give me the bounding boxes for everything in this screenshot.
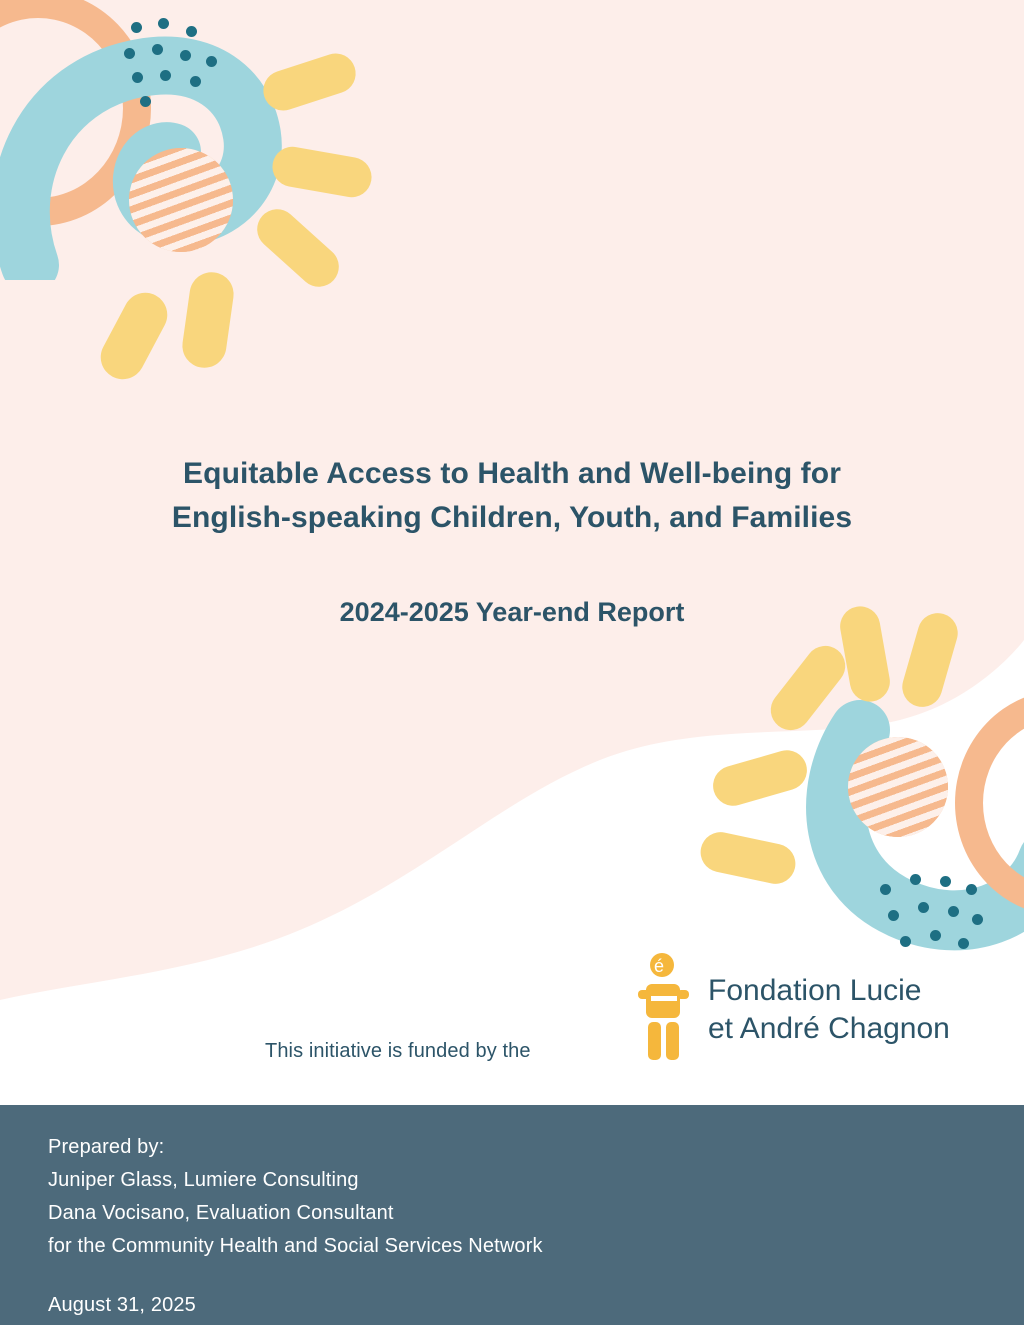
author-2: Dana Vocisano, Evaluation Consultant [48, 1202, 394, 1224]
logo-line-1: Fondation Lucie [708, 974, 922, 1007]
striped-circle-shape [848, 737, 948, 837]
dot-shape [940, 876, 951, 887]
dot-shape [124, 48, 135, 59]
striped-circle-shape [129, 148, 233, 252]
logo-line-2: et André Chagnon [708, 1011, 950, 1045]
dot-shape [900, 936, 911, 947]
page-subtitle: 2024-2025 Year-end Report [339, 597, 685, 627]
logo-wordmark [708, 972, 950, 1047]
dot-shape [958, 938, 969, 949]
footer-credits [0, 1105, 1024, 1322]
dot-shape [160, 70, 171, 81]
dot-shape [910, 874, 921, 885]
dot-shape [966, 884, 977, 895]
report-date: August 31, 2025 [48, 1294, 196, 1316]
funder-logo [630, 952, 975, 1072]
dot-shape [158, 18, 169, 29]
title-line-2: English-speaking Children, Youth, and Families [171, 500, 853, 534]
organization: for the Community Health and Social Services Network [48, 1235, 543, 1257]
dot-shape [206, 56, 217, 67]
dot-shape [152, 44, 163, 55]
dot-shape [190, 76, 201, 87]
author-1: Juniper Glass, Lumiere Consulting [48, 1169, 359, 1191]
title-line-1: Equitable Access to Health and Well-being for [183, 457, 841, 490]
footer-bar [0, 1105, 1024, 1325]
dot-shape [918, 902, 929, 913]
dot-shape [131, 22, 142, 33]
dot-shape [972, 914, 983, 925]
funder-note: This initiative is funded by the [265, 1040, 531, 1062]
logo-mark-letter: é [654, 956, 665, 976]
chagnon-figure-icon [630, 952, 700, 1067]
dot-shape [132, 72, 143, 83]
dot-shape [180, 50, 191, 61]
page-title [112, 452, 912, 539]
title-block [0, 452, 1024, 628]
dot-shape [880, 884, 891, 895]
dot-shape [930, 930, 941, 941]
dot-shape [186, 26, 197, 37]
prepared-by-label: Prepared by: [48, 1136, 165, 1158]
dot-shape [948, 906, 959, 917]
dot-shape [140, 96, 151, 107]
dot-shape [888, 910, 899, 921]
